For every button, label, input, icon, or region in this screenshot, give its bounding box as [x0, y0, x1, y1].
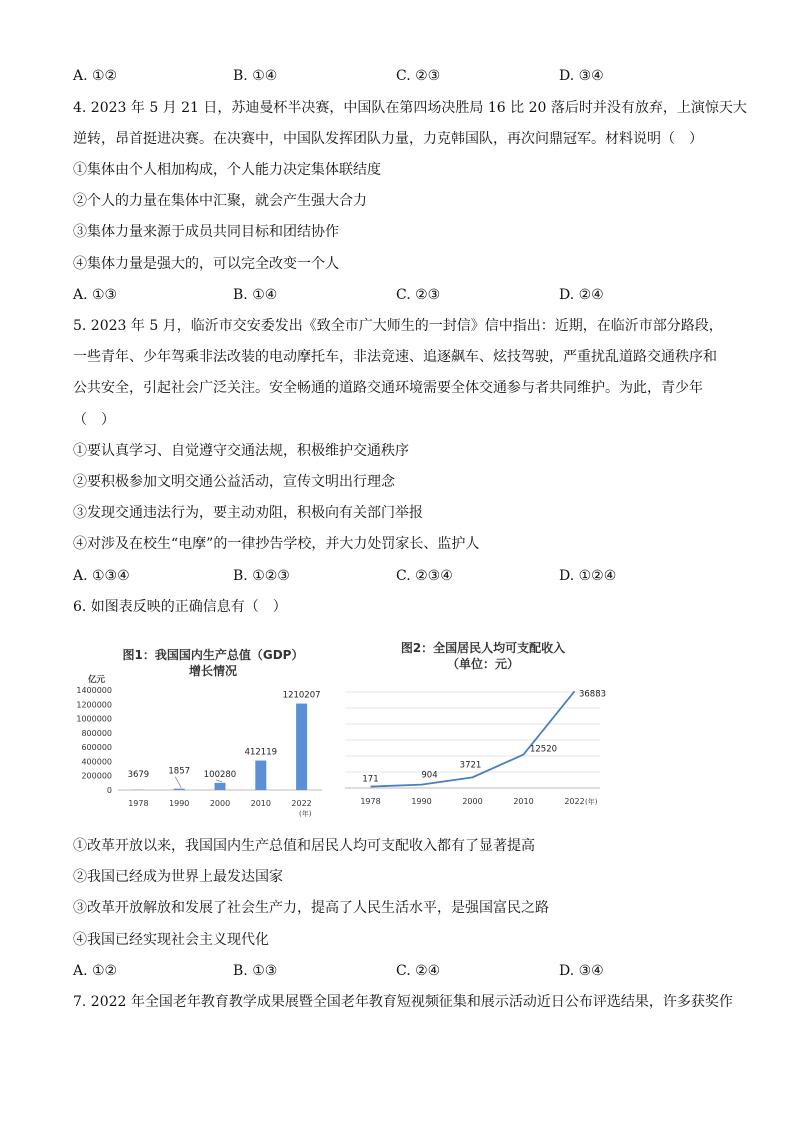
chart1-bar	[296, 704, 307, 790]
q4-stem-line1: 4. 2023 年 5 月 21 日，苏迪曼杯半决赛，中国队在第四场决胜局 16 比 20 落后时并没有放弃，上演惊天大	[73, 100, 747, 116]
chart1-y-tick: 800000	[81, 728, 112, 738]
chart2-title-line1: 图2：全国居民人均可支配收入	[400, 641, 566, 655]
chart1-label-leader	[175, 777, 181, 788]
chart1-bar	[255, 761, 266, 790]
chart1-y-tick: 400000	[81, 757, 112, 767]
q7-stem-line1: 7. 2022 年全国老年教育教学成果展暨全国老年教育短视频征集和展示活动近日公布评选结果，许多获奖作	[73, 994, 733, 1010]
chart2-x-tick: 1978	[360, 797, 381, 806]
q5-item-1: ①要认真学习、自觉遵守交通法规，积极维护交通秩序	[73, 443, 409, 459]
chart1-title-line1: 图1：我国国内生产总值（GDP）	[122, 648, 304, 662]
chart2-x-tick: 2022	[564, 797, 585, 806]
chart1-data-label: 1857	[168, 766, 191, 777]
chart2-data-label: 171	[362, 774, 379, 785]
q5-item-3: ③发现交通违法行为，要主动劝阻，积极向有关部门举报	[73, 505, 423, 521]
q6-item-1: ①改革开放以来，我国国内生产总值和居民人均可支配收入都有了显著提高	[73, 838, 535, 854]
chart2-x-unit: (年)	[585, 798, 598, 806]
chart2-title-line2: （单位：元）	[446, 657, 519, 671]
q3-option-c[interactable]: C. ②③	[396, 68, 441, 84]
q5-item-2: ②要积极参加文明交通公益活动，宣传文明出行理念	[73, 474, 395, 490]
q4-option-d[interactable]: D. ②④	[559, 287, 604, 303]
chart1-data-label: 412119	[244, 747, 278, 758]
q6-option-a[interactable]: A. ①②	[73, 963, 118, 979]
chart1-data-label: 100280	[203, 769, 237, 780]
q4-stem-line2: 逆转，昂首挺进决赛。在决赛中，中国队发挥团队力量，力克韩国队，再次问鼎冠军。材料说明（ ）	[73, 131, 703, 147]
chart1-x-tick: 1978	[128, 799, 149, 808]
q3-option-d[interactable]: D. ③④	[559, 68, 604, 84]
q4-item-3: ③集体力量来源于成员共同目标和团结协作	[73, 224, 339, 240]
chart1-bar	[174, 789, 185, 790]
q5-stem-line2: 一些青年、少年驾乘非法改装的电动摩托车，非法竞速、追逐飙车、炫技驾驶，严重扰乱道路交通秩序和	[73, 349, 717, 365]
chart2-data-label: 3721	[459, 760, 482, 771]
chart1-y-tick: 1000000	[76, 714, 112, 724]
q6-option-b[interactable]: B. ①③	[233, 963, 278, 979]
chart1-data-label: 1210207	[282, 690, 321, 701]
chart2-x-tick: 2010	[513, 797, 534, 806]
q5-stem-line1: 5. 2023 年 5 月，临沂市交安委发出《致全市广大师生的一封信》信中指出：近期，在临沂市部分路段，	[73, 318, 723, 334]
q4-option-c[interactable]: C. ②③	[396, 287, 441, 303]
q5-option-c[interactable]: C. ②③④	[396, 568, 453, 584]
chart2-x-tick: 2000	[462, 797, 483, 806]
chart1-x-unit: (年)	[299, 810, 312, 818]
q5-option-b[interactable]: B. ①②③	[233, 568, 290, 584]
q6-item-3: ③改革开放解放和发展了社会生产力，提高了人民生活水平，是强国富民之路	[73, 900, 549, 916]
q4-option-a[interactable]: A. ①③	[73, 287, 118, 303]
chart1-x-tick: 2022	[291, 799, 312, 808]
q4-item-4: ④集体力量是强大的，可以完全改变一个人	[73, 256, 339, 272]
chart2-data-label: 36883	[578, 689, 607, 700]
q4-item-1: ①集体由个人相加构成，个人能力决定集体联结度	[73, 162, 381, 178]
chart1-data-label: 3679	[127, 770, 150, 780]
chart1-x-tick: 1990	[169, 799, 190, 808]
q3-option-b[interactable]: B. ①④	[233, 68, 278, 84]
chart1-x-tick: 2010	[250, 799, 271, 808]
chart1-y-tick: 0	[106, 786, 112, 795]
q5-option-d[interactable]: D. ①②④	[559, 568, 617, 584]
chart1-bar	[215, 783, 226, 790]
q6-option-d[interactable]: D. ③④	[559, 963, 604, 979]
q5-option-a[interactable]: A. ①③④	[73, 568, 130, 584]
q5-item-4: ④对涉及在校生“电摩”的一律抄告学校，并大力处罚家长、监护人	[73, 536, 480, 552]
chart1-title-line2: 增长情况	[188, 664, 237, 678]
chart2-data-label: 904	[421, 770, 438, 781]
q6-item-4: ④我国已经实现社会主义现代化	[73, 932, 269, 948]
chart1-x-tick: 2000	[209, 799, 231, 808]
chart1-y-tick: 600000	[81, 743, 112, 753]
q3-option-a[interactable]: A. ①②	[73, 68, 118, 84]
q6-stem: 6. 如图表反映的正确信息有（ ）	[73, 599, 287, 615]
q6-options	[73, 961, 753, 981]
chart1-y-unit: 亿元	[88, 675, 106, 685]
chart2-data-label: 12520	[529, 744, 558, 755]
chart1-y-tick: 1200000	[76, 700, 112, 710]
q6-item-2: ②我国已经成为世界上最发达国家	[73, 869, 283, 885]
q5-stem-line4: （ ）	[73, 412, 115, 428]
chart1-y-tick: 200000	[81, 771, 112, 781]
q4-item-2: ②个人的力量在集体中汇聚，就会产生强大合力	[73, 193, 367, 209]
q4-option-b[interactable]: B. ①④	[233, 287, 278, 303]
chart1-label-leader	[216, 780, 222, 782]
chart2-x-tick: 1990	[411, 797, 432, 806]
q5-stem-line3: 公共安全，引起社会广泛关注。安全畅通的道路交通环境需要全体交通参与者共同维护。为此，青少年	[73, 380, 703, 396]
q6-option-c[interactable]: C. ②④	[396, 963, 441, 979]
chart1-y-tick: 1400000	[76, 686, 112, 695]
